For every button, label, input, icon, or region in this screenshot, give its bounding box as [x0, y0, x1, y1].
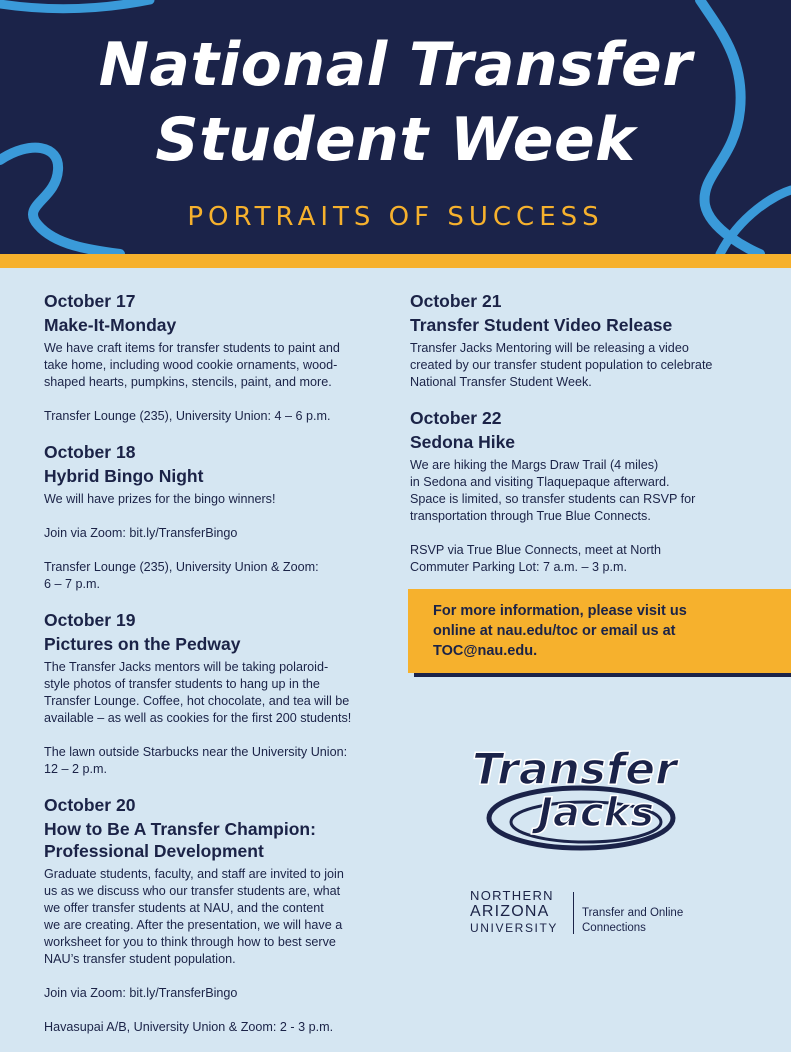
- event-description: The Transfer Jacks mentors will be taking polaroid- style photos of transfer students to hang up in the Transfer Lounge. Coffee, hot chocolate, and tea will be available – as well as cookies for the first 200 students!: [44, 660, 352, 725]
- info-box: [408, 589, 791, 673]
- event-block: [44, 609, 389, 778]
- event-description: The lawn outside Starbucks near the University Union: 12 – 2 p.m.: [44, 745, 348, 776]
- event-title: Sedona Hike: [410, 432, 516, 452]
- event-description: Transfer Lounge (235), University Union: 4 – 6 p.m.: [44, 409, 331, 423]
- nau-logo-divider: [573, 892, 574, 934]
- event-title: Make-It-Monday: [44, 315, 177, 335]
- event-description: Transfer Lounge (235), University Union & Zoom: 6 – 7 p.m.: [44, 560, 319, 591]
- event-block: [44, 794, 389, 1036]
- event-description: Join via Zoom: bit.ly/TransferBingo: [44, 986, 238, 1000]
- event-date: October 18: [44, 442, 136, 462]
- event-description: We are hiking the Margs Draw Trail (4 miles) in Sedona and visiting Tlaquepaque afterward. Space is limited, so transfer students can RSVP for transportation through True Blue Connects.: [410, 458, 696, 523]
- page-subtitle: PORTRAITS OF SUCCESS: [187, 202, 604, 232]
- transfer-jacks-logo: [466, 740, 691, 855]
- event-description: We will have prizes for the bingo winners!: [44, 492, 276, 506]
- tj-logo-line2: Jacks: [538, 790, 654, 836]
- event-date: October 19: [44, 610, 136, 630]
- nau-logo: [470, 888, 700, 938]
- event-date: October 21: [410, 291, 502, 311]
- events-right-column: [410, 290, 755, 592]
- event-description: Havasupai A/B, University Union & Zoom: 2 - 3 p.m.: [44, 1020, 334, 1034]
- event-description: Graduate students, faculty, and staff are invited to join us as we discuss who our transfer students are, what we offer transfer students at NAU, and the content we are creating. After the presentation, we will have a worksheet for you to think through how to best serve NAU’s transfer student population.: [44, 867, 344, 966]
- event-description: Join via Zoom: bit.ly/TransferBingo: [44, 526, 238, 540]
- event-title: Transfer Student Video Release: [410, 315, 673, 335]
- event-title: Hybrid Bingo Night: [44, 466, 204, 486]
- event-block: [44, 441, 389, 593]
- event-description: We have craft items for transfer students to paint and take home, including wood cookie ornaments, wood- shaped hearts, pumpkins, stencils, paint, and more.: [44, 341, 340, 389]
- event-description: Transfer Jacks Mentoring will be releasing a video created by our transfer student population to celebrate National Transfer Student Week.: [410, 341, 713, 389]
- nau-department-name: Transfer and Online Connections: [582, 907, 684, 934]
- event-block: [410, 290, 755, 391]
- event-date: October 17: [44, 291, 136, 311]
- header-banner: [0, 0, 791, 254]
- nau-logo-arizona: ARIZONA: [470, 903, 550, 920]
- header-divider: [0, 254, 791, 268]
- event-date: October 22: [410, 408, 502, 428]
- page-title-line2: Student Week: [155, 105, 636, 175]
- event-description: RSVP via True Blue Connects, meet at North Commuter Parking Lot: 7 a.m. – 3 p.m.: [410, 543, 662, 574]
- page-title-line1: National Transfer: [98, 30, 693, 100]
- event-title: How to Be A Transfer Champion: Professional Development: [44, 819, 316, 861]
- event-date: October 20: [44, 795, 136, 815]
- events-left-column: [44, 290, 389, 1052]
- tj-logo-line1: Transfer: [472, 744, 677, 795]
- info-text: For more information, please visit us online at nau.edu/toc or email us at TOC@nau.edu.: [433, 603, 687, 659]
- event-title: Pictures on the Pedway: [44, 634, 241, 654]
- event-block: [410, 407, 755, 576]
- event-block: [44, 290, 389, 425]
- nau-logo-university: UNIVERSITY: [470, 921, 559, 935]
- nau-logo-northern: NORTHERN: [470, 888, 554, 903]
